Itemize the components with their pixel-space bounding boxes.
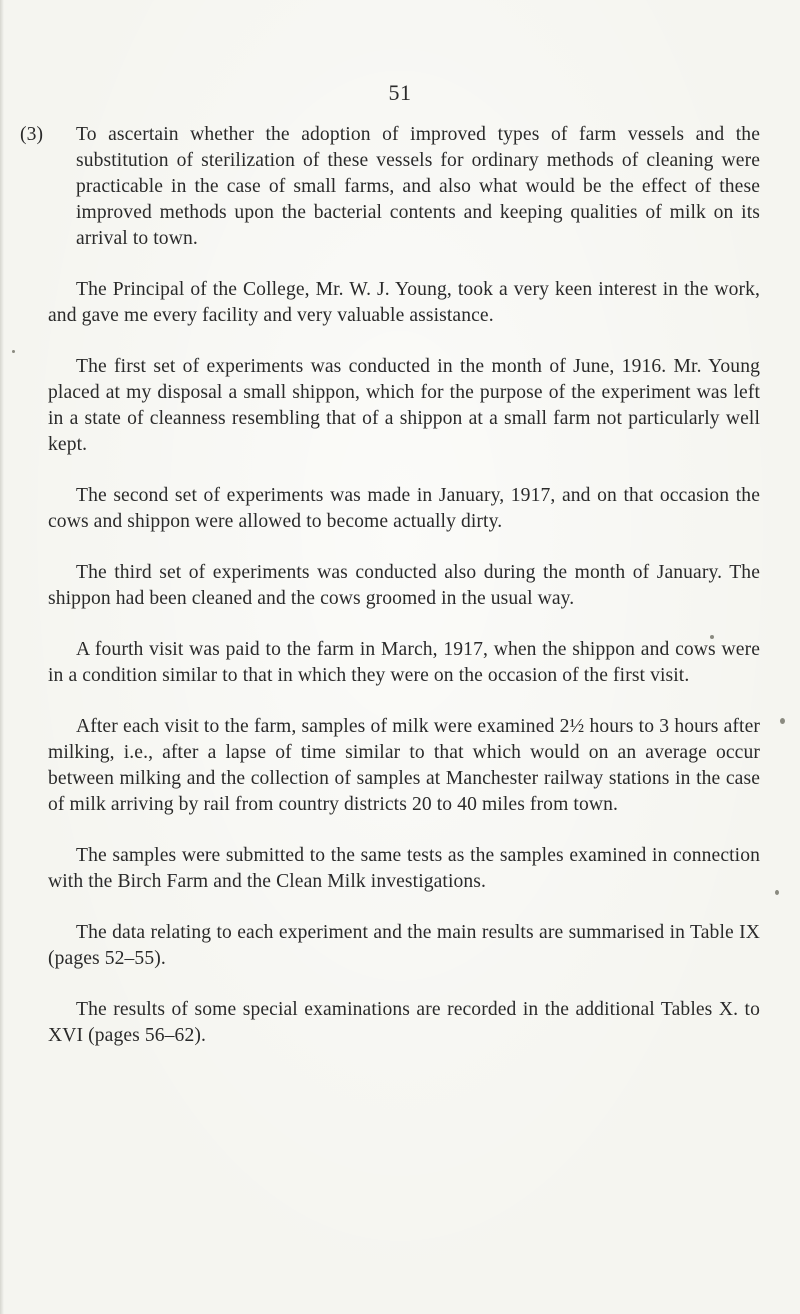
item-number: (3) (20, 124, 44, 145)
paragraph-numbered-item (20, 122, 760, 252)
paragraph: After each visit to the farm, samples of milk were examined 2½ hours to 3 hours after milking, i.e., after a lapse of time similar to that which would on an average occur between milking and the collection of samples at Manchester railway stations in the case of milk arriving by rail from country districts 20 to 40 miles from town. (48, 716, 760, 815)
paragraph: The data relating to each experiment and the main results are summarised in Table IX (pages 52–55). (48, 922, 760, 969)
paragraph: The results of some special examinations are recorded in the additional Tables X. to XVI (pages 56–62). (48, 999, 760, 1046)
paragraph: A fourth visit was paid to the farm in March, 1917, when the shippon and cows were in a condition similar to that in which they were on the occasion of the first visit. (48, 639, 760, 686)
page-edge-shadow (0, 0, 4, 1314)
body-text (20, 122, 760, 1074)
paper-speck (12, 350, 15, 353)
paragraph: The samples were submitted to the same tests as the samples examined in connection with the Birch Farm and the Clean Milk investigations. (48, 845, 760, 892)
paragraph: The second set of experiments was made in January, 1917, and on that occasion the cows and shippon were allowed to become actually dirty. (48, 485, 760, 532)
paper-speck (710, 635, 714, 639)
paragraph: The first set of experiments was conducted in the month of June, 1916. Mr. Young placed at my disposal a small shippon, which for the purpose of the experiment was left in a state of cleanness resembling that of a shippon at a small farm not particularly well kept. (48, 356, 760, 455)
paper-speck (780, 718, 785, 724)
paragraph-text: To ascertain whether the adoption of improved types of farm vessels and the substitution of sterilization of these vessels for ordinary methods of cleaning were practicable in the case of small farms, and also what would be the effect of these improved methods upon the bacterial contents and keeping qualities of milk on its arrival to town. (76, 124, 760, 249)
paragraph: The Principal of the College, Mr. W. J. Young, took a very keen interest in the work, and gave me every facility and very valuable assistance. (48, 279, 760, 326)
page-number: 51 (388, 80, 412, 105)
paper-speck (775, 890, 779, 895)
paragraph: The third set of experiments was conducted also during the month of January. The shippon had been cleaned and the cows groomed in the usual way. (48, 562, 760, 609)
